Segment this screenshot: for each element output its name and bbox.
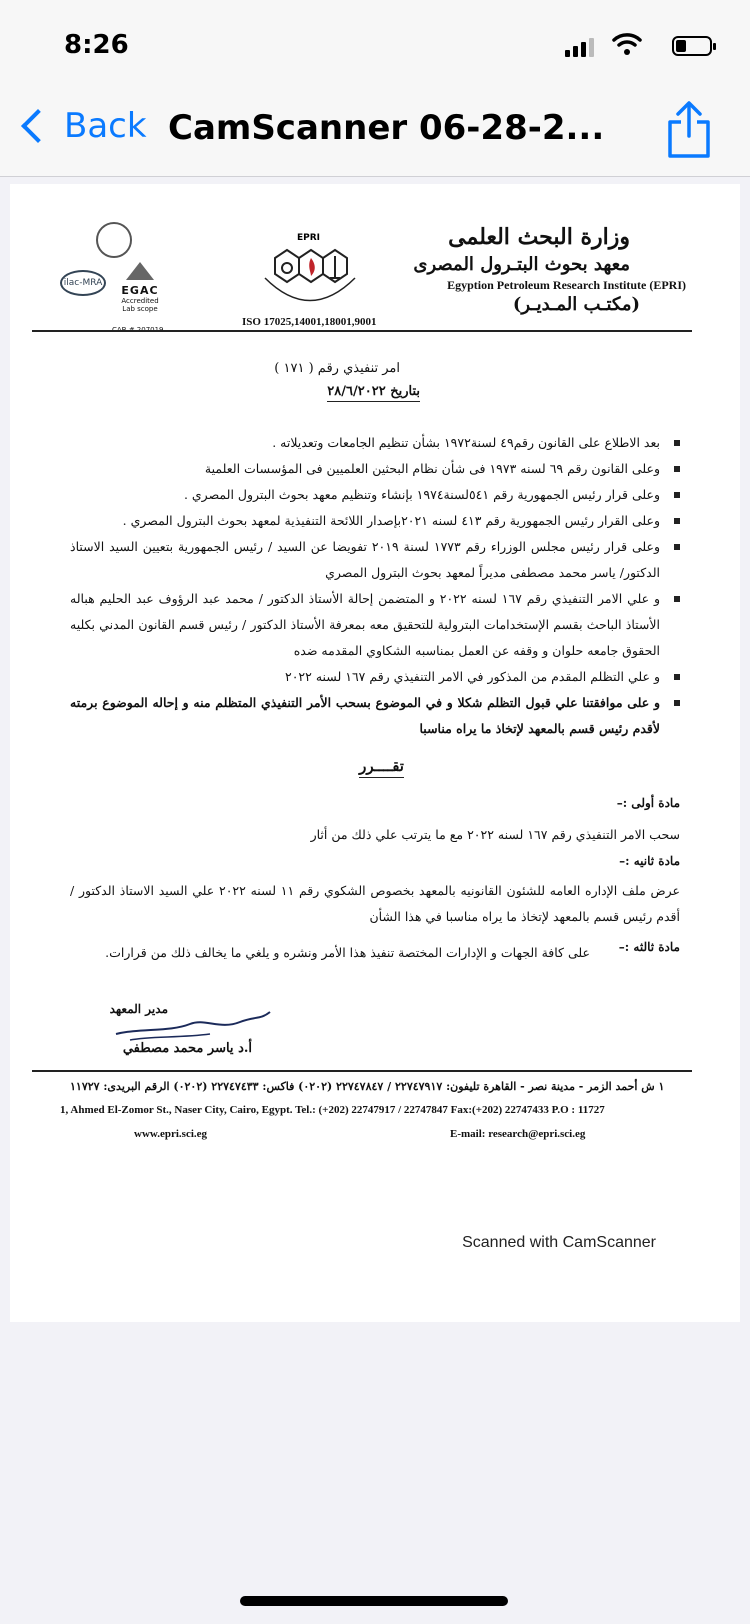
article-1-text: سحب الامر التنفيذي رقم ١٦٧ لسنه ٢٠٢٢ مع ما يترتب علي ذلك من أثار <box>310 827 680 842</box>
iso-certifications: ISO 17025,14001,18001,9001 <box>242 316 377 328</box>
cellular-signal-icon <box>565 38 594 57</box>
footer-address-en: 1, Ahmed El-Zomor St., Naser City, Cairo, Egypt. Tel.: (+202) 22747917 / 22747847 Fax:(+202) 22747433 P.O : 11727 <box>60 1104 605 1116</box>
wifi-icon <box>612 32 642 56</box>
article-2-heading: مادة ثانيه :– <box>619 854 680 868</box>
egac-title: EGAC <box>121 284 159 297</box>
egac-logo <box>112 260 168 313</box>
article-3-text: على كافة الجهات و الإدارات المختصة تنفيذ هذا الأمر ونشره و يلغي ما يخالف ذلك من قرارات. <box>105 945 590 960</box>
navigation-bar <box>0 90 750 177</box>
chevron-left-icon <box>21 109 55 143</box>
epri-logo-text: EPRI <box>297 233 321 243</box>
list-item: وعلى القرار رئيس الجمهورية رقم ٤١٣ لسنه ٢٠٢١بإصدار اللائحة التنفيذية لمعهد بحوث البترول المصري . <box>70 508 680 534</box>
article-2-text: عرض ملف الإداره العامه للشئون القانونيه بالمعهد بخصوص الشكوي رقم ١١ لسنه ٢٠٢٢ علي السيد الاستاذ الدكتور / أقدم رئيس قسم بالمعهد لإتخاذ ما يراه مناسبا في هذا الشأن <box>70 883 680 924</box>
list-item: وعلى القانون رقم ٦٩ لسنه ١٩٧٣ فى شأن نظام البحثين العلميين فى المؤسسات العلمية <box>70 456 680 482</box>
document-page[interactable] <box>10 184 740 1322</box>
institute-name-en: Egyption Petroleum Research Institute (EPRI) <box>447 278 686 292</box>
back-label: Back <box>64 106 147 146</box>
footer-email: E-mail: research@epri.sci.eg <box>450 1128 586 1140</box>
order-date: بتاريخ ٢٨/٦/٢٠٢٢ <box>327 384 420 402</box>
header-divider <box>32 330 692 332</box>
egac-accredited: Accredited <box>121 297 159 305</box>
footer-address-ar: ١ ش أحمد الزمر - مدينة نصر - القاهرة تليفون: ٢٢٧٤٧٩١٧ / ٢٢٧٤٧٨٤٧ (٠٢٠٢) فاكس: ٢٢٧٤٧٤٣٣ (٠٢٠٢) الرقم البريدى: ١١٧٢٧ <box>70 1080 665 1093</box>
list-item: و علي الامر التنفيذي رقم ١٦٧ لسنه ٢٠٢٢ و المتضمن إحالة الأستاذ الدكتور / محمد عبد الرؤوف عبد الحليم هباله الأستاذ الباحث بقسم الإستخدامات البترولية للتحقيق معه بمعرفة الأستاذ الدكتور / رئيس قسم القانون المدني بكليه الحقوق جامعه حلوان و وقفه عن العمل بمناسبه الشكاوي المقدمه ضده <box>70 586 680 664</box>
nav-title: CamScanner 06-28-2... <box>168 108 605 148</box>
decision-heading: تقــــرر <box>359 757 404 778</box>
list-item: و علي التظلم المقدم من المذكور في الامر التنفيذي رقم ١٦٧ لسنه ٢٠٢٢ <box>70 664 680 690</box>
egac-scope: Lab scope <box>122 305 158 313</box>
epri-logo-icon <box>255 228 365 312</box>
status-time: 8:26 <box>64 30 129 60</box>
battery-icon <box>672 36 712 56</box>
footer-website: www.epri.sci.eg <box>134 1128 208 1140</box>
ilac-mra-logo: ilac-MRA <box>60 270 106 296</box>
camscanner-watermark: Scanned with CamScanner <box>462 1234 656 1251</box>
article-1-heading: مادة أولى :– <box>616 796 680 810</box>
ministry-name: وزارة البحث العلمى <box>448 224 630 250</box>
back-button[interactable] <box>18 106 147 146</box>
list-item: وعلى قرار رئيس الجمهورية رقم ٥٤١لسنة١٩٧٤ بإنشاء وتنظيم معهد بحوث البترول المصري . <box>70 482 680 508</box>
signature-title: مدير المعهد <box>109 1002 168 1016</box>
footer-divider <box>32 1070 692 1072</box>
egac-mark-icon <box>120 260 160 280</box>
article-3-heading: مادة ثالثه :– <box>618 940 680 954</box>
list-item: بعد الاطلاع على القانون رقم٤٩ لسنة١٩٧٢ بشأن تنظيم الجامعات وتعديلاته . <box>70 430 680 456</box>
office-label: (مكتـب المـديـر) <box>512 294 640 315</box>
handwritten-signature <box>110 1006 280 1046</box>
list-item: و على موافقتنا علي قبول التظلم شكلا و في الموضوع بسحب الأمر التنفيذي المتظلم منه و إحاله الموضوع برمته لأقدم رئيس قسم بالمعهد لإتخاذ ما يراه مناسبا <box>70 690 680 742</box>
institute-name-ar: معهد بحوث البتـرول المصرى <box>413 254 630 275</box>
home-indicator[interactable] <box>240 1596 508 1606</box>
list-item: وعلى قرار رئيس مجلس الوزراء رقم ١٧٧٣ لسنة ٢٠١٩ تفويضا عن السيد / رئيس الجمهورية بتعيين السيد الاستاذ الدكتور/ ياسر محمد مصطفى مديراً لمعهد بحوث البترول المصري <box>70 534 680 586</box>
document-content <box>10 184 740 1204</box>
order-number: امر تنفيذي رقم ( ١٧١ ) <box>274 361 400 376</box>
signature-name: أ.د ياسر محمد مصطفي <box>122 1041 252 1056</box>
share-icon[interactable] <box>664 100 714 160</box>
status-bar <box>0 0 750 90</box>
seal-logo-icon <box>96 222 132 258</box>
preamble-list <box>70 430 680 742</box>
